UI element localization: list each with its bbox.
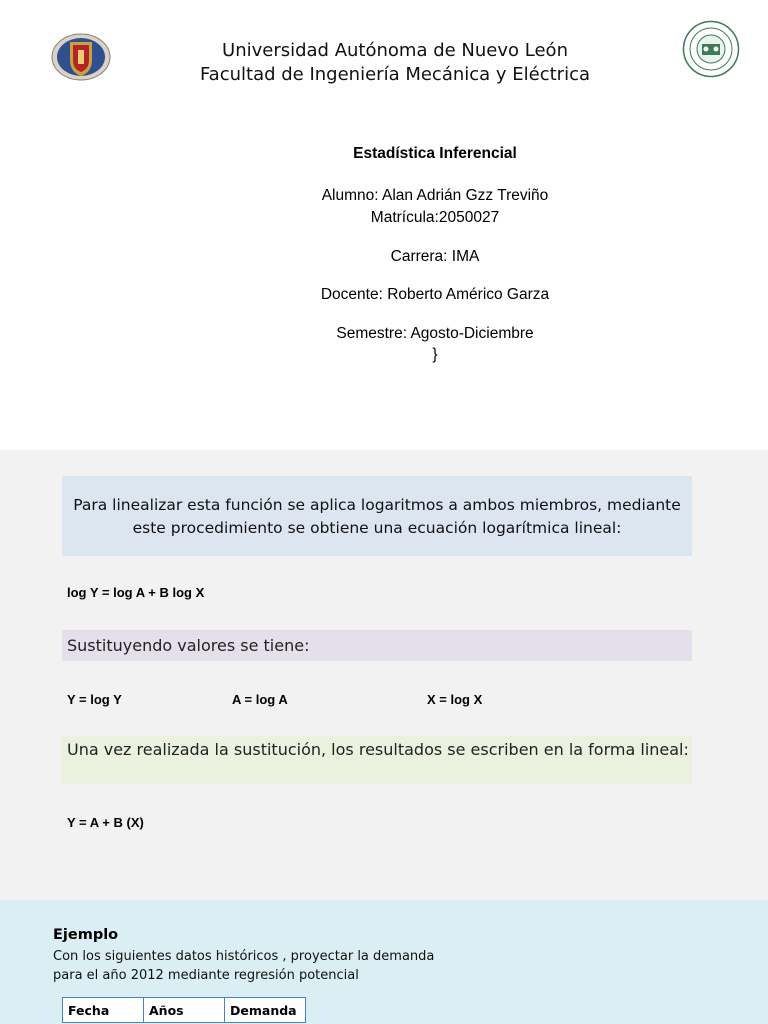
linear-formula: Y = A + B (X) <box>67 815 144 830</box>
linear-heading: Una vez realizada la sustitución, los resultados se escriben en la forma lineal: <box>62 736 692 784</box>
table-header-row <box>63 998 306 1023</box>
log-formula: log Y = log A + B log X <box>67 585 205 600</box>
example-text-line-1: Con los siguientes datos históricos , proyectar la demanda <box>53 949 435 964</box>
student-id: Matrícula:2050027 <box>370 209 500 226</box>
example-title: Ejemplo <box>53 927 119 943</box>
example-slide <box>0 900 768 1024</box>
table-header-fecha: Fecha <box>63 998 144 1023</box>
table-header-demanda: Demanda <box>225 998 306 1023</box>
substitution-y: Y = log Y <box>67 692 122 707</box>
substitution-heading: Sustituyendo valores se tiene: <box>62 630 692 661</box>
subject-title: Estadística Inferencial <box>353 145 517 162</box>
intro-line-1: Para linealizar esta función se aplica logaritmos a ambos miembros, mediante <box>73 496 681 514</box>
fime-seal-logo <box>682 20 740 78</box>
semester: Semestre: Agosto-Diciembre <box>336 325 534 342</box>
student-name: Alumno: Alan Adrián Gzz Treviño <box>321 187 549 204</box>
substitution-x: X = log X <box>427 692 483 707</box>
intro-box <box>62 476 692 556</box>
intro-line-2: este procedimiento se obtiene una ecuación logarítmica lineal: <box>132 519 622 537</box>
teacher: Docente: Roberto Américo Garza <box>320 286 550 303</box>
data-table <box>62 997 306 1023</box>
substitution-a: A = log A <box>232 692 288 707</box>
career: Carrera: IMA <box>390 248 480 265</box>
example-text-line-2: para el año 2012 mediante regresión potencial <box>53 968 359 983</box>
uanl-shield-logo <box>51 32 111 82</box>
faculty-name: Facultad de Ingeniería Mecánica y Eléctrica <box>199 64 591 85</box>
stray-brace: } <box>432 346 438 363</box>
table-header-anos: Años <box>144 998 225 1023</box>
linearization-slide <box>0 450 768 900</box>
university-name: Universidad Autónoma de Nuevo León <box>222 40 568 61</box>
cover-page <box>0 0 768 450</box>
